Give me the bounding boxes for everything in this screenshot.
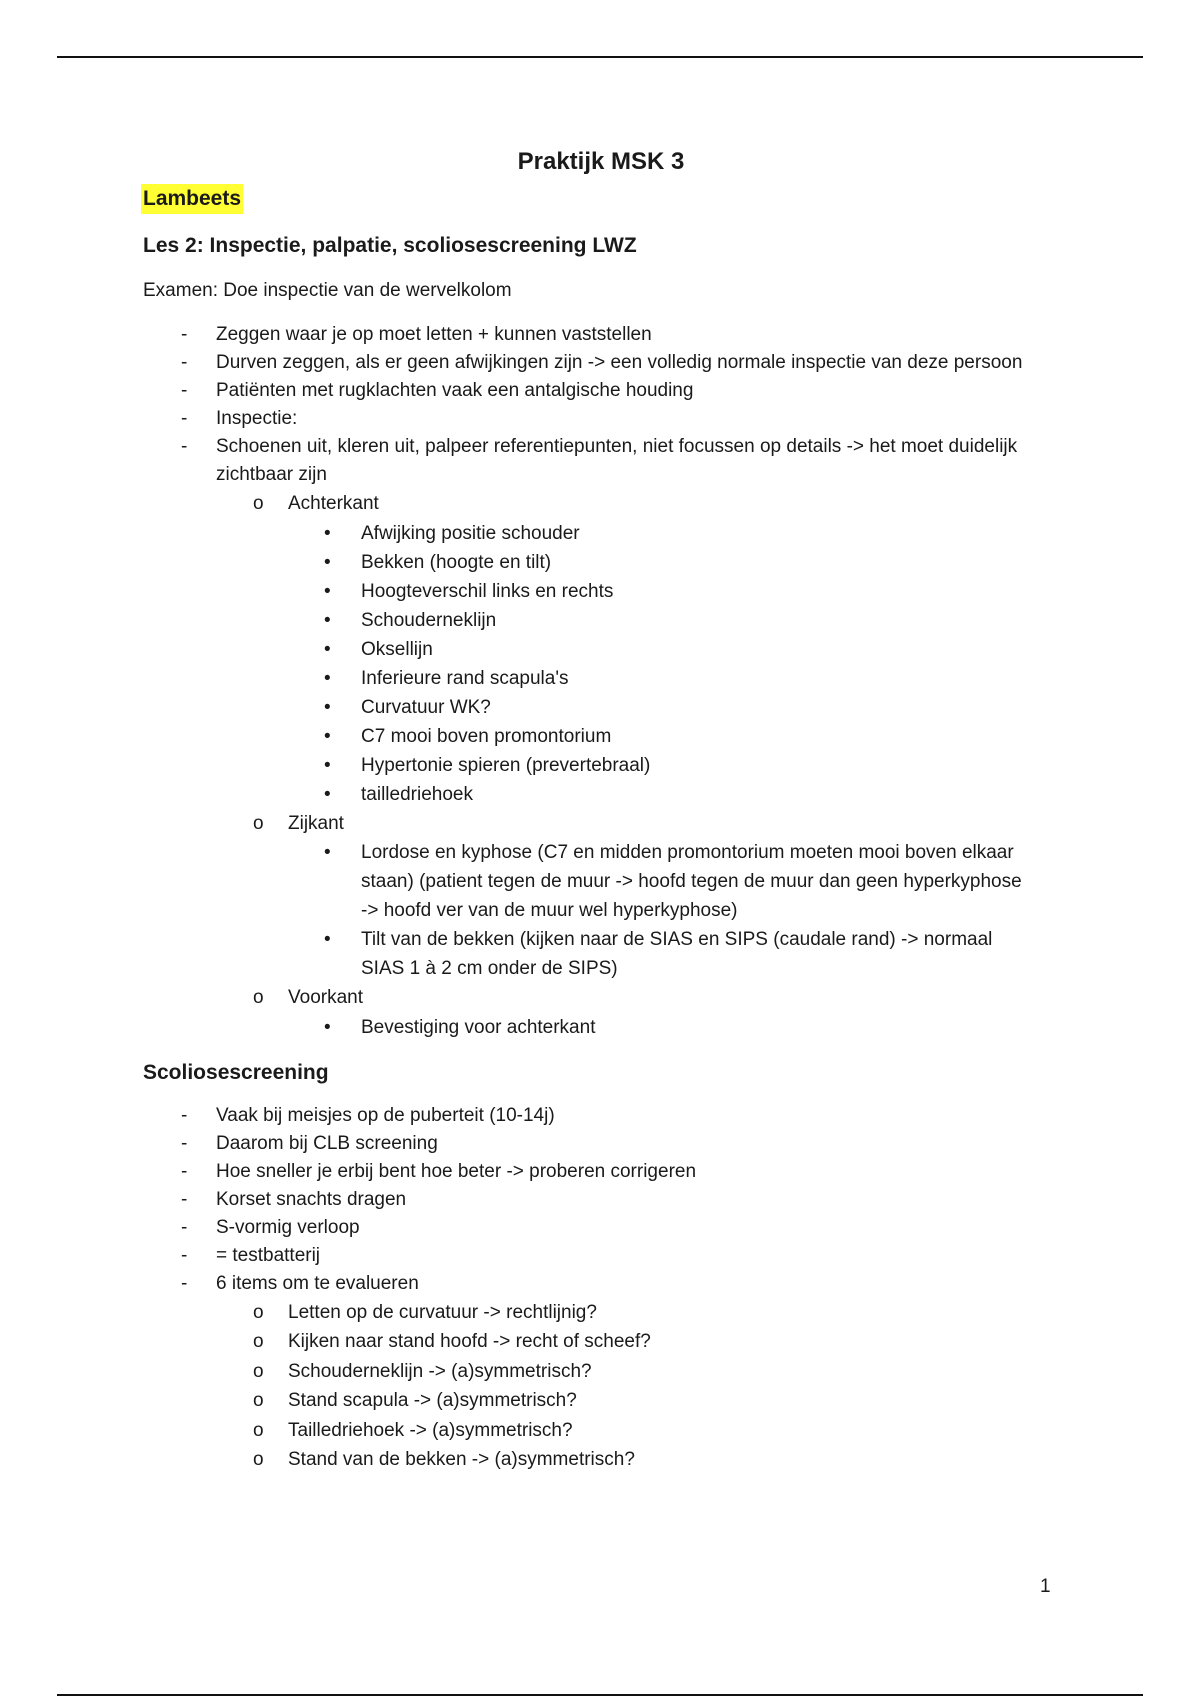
list-item: • Inferieure rand scapula's: [143, 664, 1023, 693]
page-number: 1: [1040, 1576, 1051, 1597]
list-item: • Bevestiging voor achterkant: [143, 1013, 1023, 1042]
list-item: • Curvatuur WK?: [143, 693, 1023, 722]
view-label: Voorkant: [288, 987, 363, 1008]
list-item: • Schouderneklijn: [143, 606, 1023, 635]
list-item: - Schoenen uit, kleren uit, palpeer referentiepunten, niet focussen op details -> het moet duidelijk zichtbaar zijn: [143, 433, 1023, 489]
exam-text: Examen: Doe inspectie van de wervelkolom: [143, 280, 512, 301]
exam-list: [143, 321, 1023, 489]
highlight-heading-wrap: [143, 184, 1023, 214]
voorkant-list: [143, 1013, 1023, 1042]
list-item: - Durven zeggen, als er geen afwijkingen zijn -> een volledig normale inspectie van deze persoon: [143, 349, 1023, 377]
view-item-voorkant: [143, 983, 1023, 1042]
list-item: - Korset snachts dragen: [143, 1186, 1023, 1214]
view-item-achterkant: [143, 489, 1023, 809]
list-item: • Oksellijn: [143, 635, 1023, 664]
views-list: [143, 489, 1023, 1042]
list-item: - Daarom bij CLB screening: [143, 1130, 1023, 1158]
list-item: o Letten op de curvatuur -> rechtlijnig?: [143, 1298, 1023, 1328]
list-item: o Stand van de bekken -> (a)symmetrisch?: [143, 1445, 1023, 1475]
view-item-zijkant: [143, 809, 1023, 984]
view-label: Zijkant: [288, 812, 344, 834]
list-item: • Hoogteverschil links en rechts: [143, 577, 1023, 606]
list-item: • C7 mooi boven promontorium: [143, 722, 1023, 751]
list-item: - Vaak bij meisjes op de puberteit (10-14j): [143, 1102, 1023, 1130]
list-item: • Lordose en kyphose (C7 en midden promontorium moeten mooi boven elkaar staan) (patient tegen de muur -> hoofd tegen de muur dan geen hyperkyphose -> hoofd ver van de muur wel hyperkyphose): [143, 838, 1023, 925]
scoliosis-list: [143, 1102, 1023, 1298]
scoliosis-heading: Scoliosescreening: [143, 1060, 329, 1084]
zijkant-list: [143, 838, 1023, 983]
list-item: - = testbatterij: [143, 1242, 1023, 1270]
document-title: Praktijk MSK 3: [517, 148, 685, 175]
header-rule: [57, 56, 1143, 58]
evaluation-list: [143, 1298, 1023, 1475]
list-item: - S-vormig verloop: [143, 1214, 1023, 1242]
view-label: Achterkant: [288, 493, 379, 514]
highlighted-heading: Lambeets: [141, 184, 243, 214]
list-item: - Inspectie:: [143, 405, 1023, 433]
list-item: • tailledriehoek: [143, 780, 1023, 809]
list-item: o Tailledriehoek -> (a)symmetrisch?: [143, 1416, 1023, 1446]
list-item: - 6 items om te evalueren: [143, 1270, 1023, 1298]
footer-rule: [57, 1694, 1143, 1696]
list-item: • Afwijking positie schouder: [143, 519, 1023, 548]
list-item: - Patiënten met rugklachten vaak een antalgische houding: [143, 377, 1023, 405]
list-item: • Hypertonie spieren (prevertebraal): [143, 751, 1023, 780]
list-item: • Tilt van de bekken (kijken naar de SIAS en SIPS (caudale rand) -> normaal SIAS 1 à 2 cm onder de SIPS): [143, 925, 1023, 983]
list-item: o Schouderneklijn -> (a)symmetrisch?: [143, 1357, 1023, 1387]
list-item: o Kijken naar stand hoofd -> recht of scheef?: [143, 1327, 1023, 1357]
list-item: - Zeggen waar je op moet letten + kunnen vaststellen: [143, 321, 1023, 349]
list-item: - Hoe sneller je erbij bent hoe beter -> proberen corrigeren: [143, 1158, 1023, 1186]
document-page: [143, 140, 1023, 1475]
list-item: • Bekken (hoogte en tilt): [143, 548, 1023, 577]
lesson-heading: Les 2: Inspectie, palpatie, scoliosescreening LWZ: [143, 234, 637, 257]
list-item: o Stand scapula -> (a)symmetrisch?: [143, 1386, 1023, 1416]
achterkant-list: [143, 519, 1023, 809]
